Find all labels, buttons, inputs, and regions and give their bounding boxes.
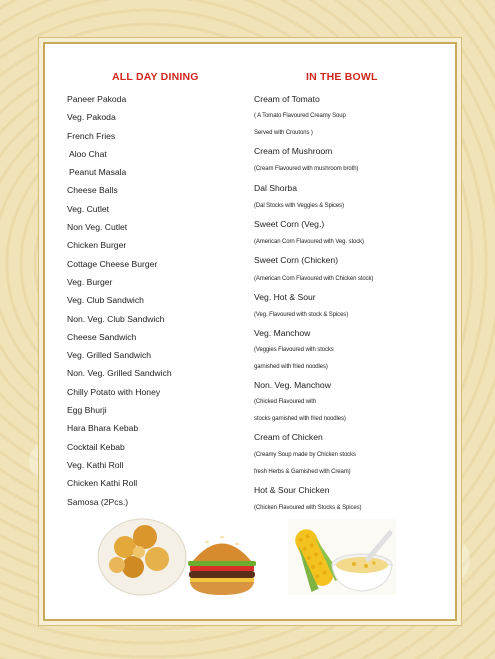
menu-item: Hara Bhara Kebab <box>67 423 139 434</box>
soup-name: Cream of Mushroom <box>254 146 333 157</box>
soup-description <box>254 108 444 142</box>
soup-name: Cream of Tomato <box>254 94 320 104</box>
in-the-bowl-heading: IN THE BOWL <box>306 71 378 83</box>
menu-item: Cheese Sandwich <box>67 331 137 342</box>
soup-description <box>254 447 444 481</box>
menu-item: Chicken Kathi Roll <box>67 478 138 489</box>
soup-description-line: (Chicked Flavoured with <box>254 399 317 406</box>
soup-description: (American Corn Flavoured with Chicken stock) <box>254 275 374 282</box>
menu-item: Veg. Pakoda <box>67 112 116 123</box>
menu-item: Veg. Burger <box>67 276 113 287</box>
menu-item: Egg Bhurji <box>67 405 107 416</box>
menu-item: Veg. Club Sandwich <box>67 295 144 306</box>
soup-description <box>254 394 444 428</box>
menu-item: Non. Veg. Club Sandwich <box>67 313 165 324</box>
menu-item: Non Veg. Cutlet <box>67 222 128 233</box>
soup-description: (Chicken Flavoured with Stocks & Spices) <box>254 504 362 511</box>
soup-description-line: fresh Herbs & Garnished with Cream) <box>254 468 351 475</box>
soup-name: Veg. Hot & Sour <box>254 291 316 302</box>
soup-description-line: stocks garnished with fried noodles) <box>254 416 346 423</box>
menu-item: Chilly Potato with Honey <box>67 386 161 397</box>
menu-item: Aloo Chat <box>69 148 107 159</box>
soup-name: Cream of Chicken <box>254 432 323 443</box>
soup-description: (Dal Stocks with Veggies & Spices) <box>254 202 344 209</box>
menu-item: Cottage Cheese Burger <box>67 258 158 269</box>
menu-item: Veg. Kathi Roll <box>67 459 124 470</box>
soup-name: Veg. Manchow <box>254 328 311 339</box>
menu-item: Samosa (2Pcs.) <box>67 496 129 507</box>
menu-item: Peanut Masala <box>69 167 127 178</box>
all-day-dining-list <box>67 90 247 511</box>
soup-name: Dal Shorba <box>254 182 297 193</box>
all-day-dining-column <box>67 71 247 511</box>
pakoda-burger-image <box>97 507 262 601</box>
soup-description <box>254 342 444 376</box>
soup-name: Sweet Corn (Chicken) <box>254 255 339 266</box>
corn-soup-image <box>288 519 396 595</box>
soup-description-line: garnished with fried noodles) <box>254 364 328 371</box>
menu-item: Paneer Pakoda <box>67 94 127 104</box>
soup-description-line: (Veggies Flavoured with stocks <box>254 347 334 354</box>
soup-description-line: (Creamy Soup made by Chicken stocks <box>254 451 356 458</box>
all-day-dining-heading: ALL DAY DINING <box>112 71 199 83</box>
soup-description: (Cream Flavoured with mushroom broth) <box>254 166 359 173</box>
menu-item: Chicken Burger <box>67 240 127 251</box>
menu-item: Veg. Cutlet <box>67 203 110 214</box>
soup-description-line: Served with Croutons ) <box>254 130 313 137</box>
menu-item: Cocktail Kebab <box>67 441 125 452</box>
soup-description-line: ( A Tomato Flavoured Creamy Soup <box>254 113 346 120</box>
menu-item: Cheese Balls <box>67 185 118 196</box>
soup-name: Sweet Corn (Veg.) <box>254 218 325 229</box>
menu-item: French Fries <box>67 130 116 141</box>
menu-item: Non. Veg. Grilled Sandwich <box>67 368 172 379</box>
soup-list <box>254 90 444 517</box>
soup-name: Hot & Sour Chicken <box>254 484 330 495</box>
menu-item: Veg. Grilled Sandwich <box>67 350 152 361</box>
menu-card <box>43 42 457 621</box>
soup-name: Non. Veg. Manchow <box>254 380 331 391</box>
soup-description: (Veg. Flavoured with stock & Spices) <box>254 311 349 318</box>
in-the-bowl-column <box>254 71 444 517</box>
soup-description: (American Corn Flavoured with Veg. stock) <box>254 239 364 246</box>
